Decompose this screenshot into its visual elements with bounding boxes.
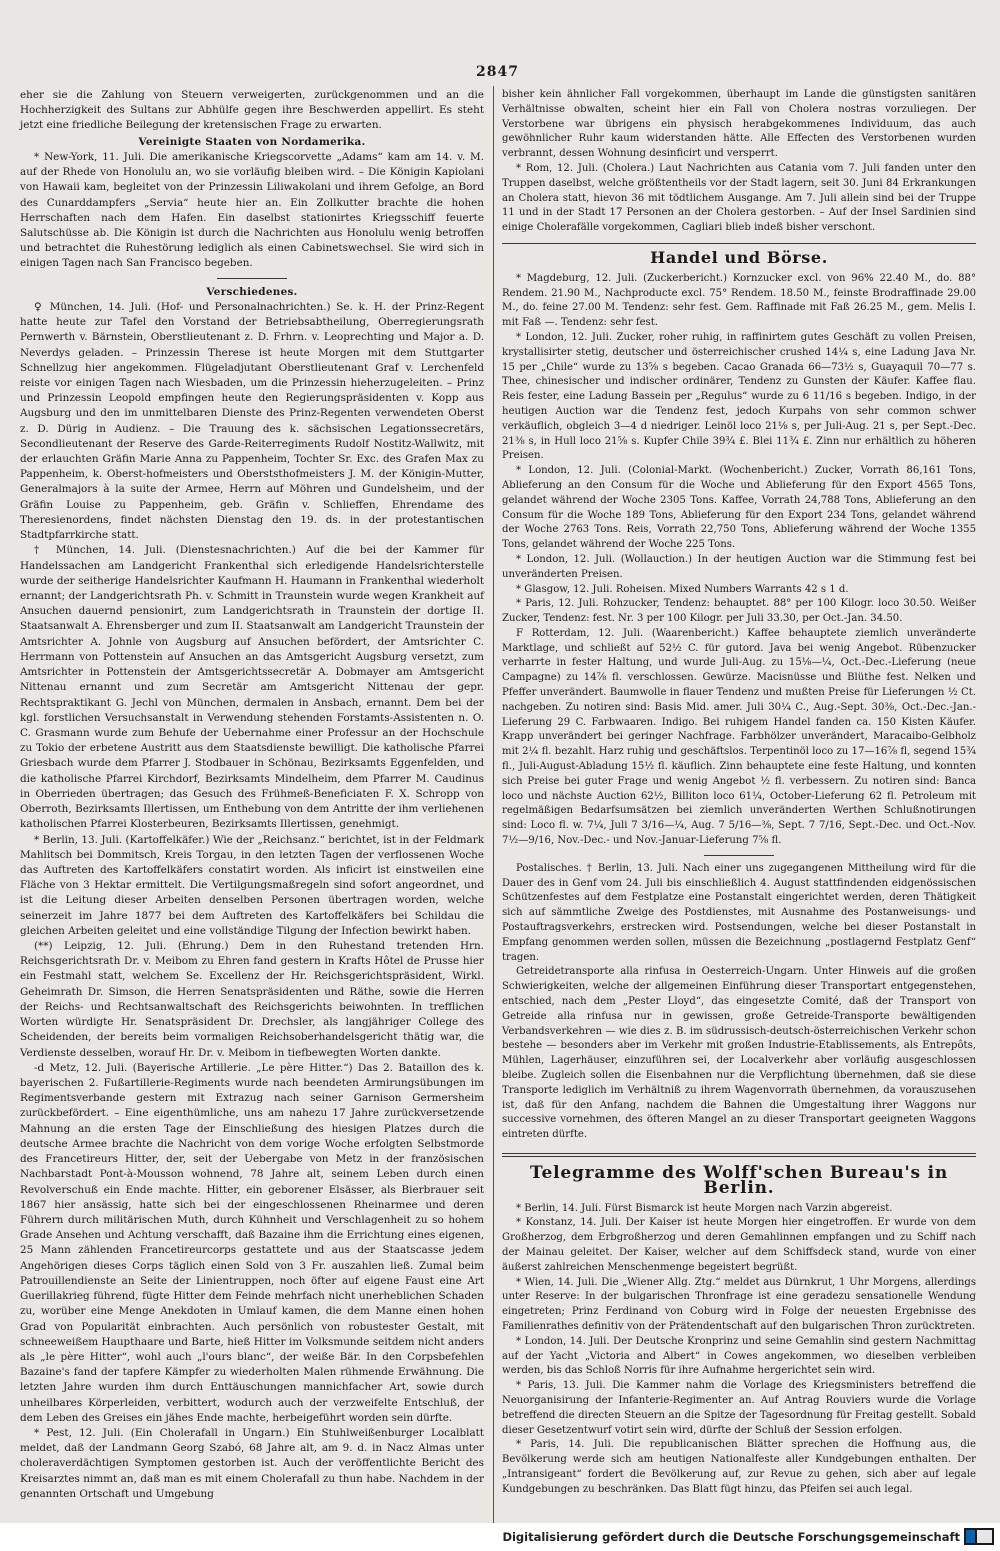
article-metz: -d Metz, 12. Juli. (Bayerische Artillerie. „Le père Hitter.“) Das 2. Bataillon des k. bayerischen 2. Fußartillerie-Regiments wurde nach beendeten Armirungsübungen im Regimentsverbande gestern mit Extrazug nach seiner Garnison Germersheim zurückbefördert. – Eine eigenthümliche, uns am nahezu 17 Jahre zurückversetzende Mahnung an die ersten Tage der Einschließung des hiesigen Platzes durch die deutsche Armee brachte die Nachricht von dem vorige Woche erfolgten Selbstmorde des Francetireurs Hitter, der, seit der Uebergabe von Metz in der französischen Nachbarstadt Pont-à-Mousson wohnend, 78 Jahre alt, seinem Leben durch einen Revolverschuß ein Ende machte. Hitter, ein geborener Elsässer, als Bierbrauer seit 1867 hier ansässig, hatte sich bei der eingeschlossenen Rheinarmee und deren Führern durch militärischen Muth, durch Kühnheit und Verschlagenheit zu so hohem Grade Ansehen und Achtung verschafft, daß Bazaine ihm die Errichtung eines eigenen, 25 Mann zählenden Francetireurcorps gestattete und aus der Staatscasse jedem Angehörigen dieses Corps täglich einen Sold von 3 Fr. auszahlen ließ. Zumal beim Patrouillendienste an Seite der Linientruppen, noch öfter auf eigene Faust eine Art Guerillakrieg führend, fügte Hitter dem Feinde mehrfach nicht unerheblichen Schaden zu, worüber eine Menge Anekdoten in Umlauf kamen, die dem Manne einen hohen Grad von Popularität einbrachten. Auch persönlich von robustester Gestalt, mit schneeweißem Haupthaare und Barte, hieß Hitter im Volksmunde seitdem nicht anders als „le père Hitter“, wohl auch „l'ours blanc“, der weiße Bär. In den Corpsbefehlen Bazaine's fand der tapfere Kämpfer zu wiederholten Malen rühmende Erwähnung. Die letzten Jahre wurden ihm durch Enttäuschungen mannichfacher Art, sowie durch unheilbares Körperleiden, verbittert, wodurch auch der verzweifelte Entschluß, der dem Leben des Greises ein jähes Ende machte, herbeigeführt worden sein dürfte. [20,1061,484,1424]
divider [217,278,287,279]
telegram-london: * London, 14. Juli. Der Deutsche Kronprinz und seine Gemahlin sind gestern Nachmittag auf der Yacht „Victoria and Albert“ in Cowes angekommen, wo dieselben verbleiben werden, bis das Schloß Norris für ihre Aufnahme hergerichtet sein wird. [502,1335,976,1377]
article-text: eher sie die Zahlung von Steuern verweigerten, zurückgenommen und an die Hochherzigkeit des Sultans zur Abhülfe gegen ihre Beschwerden appellirt. Es steht jetzt eine friedliche Beilegung der kretensischen Frage zu erwarten. [20,89,484,132]
article-rotterdam: F Rotterdam, 12. Juli. (Waarenbericht.) Kaffee behauptete ziemlich unveränderte Marktlage, und schließt auf 52½ C. für gutord. Java bei wenig Angebot. Rübenzucker verharrte in fester Haltung, und wurde Juli-Aug. zu 15⅛—¼, Oct.-Dec.-Lieferung (neue Campagne) zu 14⅞ fl. verschlossen. Gewürze. Macisnüsse und Blüthe fest. Nelken und Pfeffer unverändert. Baumwolle in flauer Tendenz und mußten Preise für Lieferungen ½ Ct. nachgeben. Zu notiren sind: Basis Mid. amer. Juli 30¼ C., Aug.-Sept. 30⅜, Oct.-Dec.-Jan.-Lieferung 29 C. Farbwaaren. Indigo. Bei ruhigem Handel fanden ca. 150 Kisten Käufer. Krapp unverändert bei geringer Nachfrage. Farbhölzer unverändert, Maracaibo-Gelbholz mit 2¼ fl. bezahlt. Harz ruhig und geschäftslos. Terpentinöl loco zu 17—16⅞ fl, segend 15¾ fl., Juli-August-Abladung 15½ fl. käuflich. Zinn behauptete eine feste Haltung, und konnten sich Preise bei guter Frage und wenig Angebot ½ fl. verbessern. Zu notiren sind: Banca loco und nächste Auction 62½, Billiton loco 61¼, October-Lieferung 62 fl. Petroleum mit regelmäßigen Bedarfsumsätzen bei ziemlich unveränderten Werthen Schlußnotirungen sind: Loco fl. w. 7¼, Juli 7 3/16—¼, Aug. 7 5/16—⅜, Sept. 7 7/16, Sept.-Dec. und Oct.-Nov. 7½—9/16, Nov.-Dec.- und Nov.-Januar-Lieferung 7⅝ fl. [502,627,976,847]
article-glasgow: * Glasgow, 12. Juli. Roheisen. Mixed Numbers Warrants 42 s 1 d. [516,583,849,595]
article-rom: * Rom, 12. Juli. (Cholera.) Laut Nachrichten aus Catania vom 7. Juli fanden unter den Truppen daselbst, welche größtentheils vor der Stadt lagern, seit 30. Juni 84 Erkrankungen an Cholera statt, hievon 36 mit tödtlichem Ausgange. Am 7. Juli allein sind bei der Truppe 11 und in der Stadt 17 Personen an der Cholera gestorben. – Auf der Insel Sardinien sind einige Cholerafälle vorgekommen, Cagliari blieb indeß bisher verschont. [502,162,976,234]
section-heading-trade: Handel und Börse. [650,247,828,267]
article-magdeburg: * Magdeburg, 12. Juli. (Zuckerbericht.) Kornzucker excl. von 96% 22.40 M., do. 88° Rendem. 21.90 M., Nachproducte excl. 75° Rendem. 18.50 M., feinste Brodraffinade 29.00 M., do. feine 27.00 M. Tendenz: sehr fest. Gem. Raffinade mit Faß 26.25 M., gem. Melis I. mit Faß —. Tendenz: sehr fest. [502,272,976,329]
section-heading: Verschiedenes. [206,285,298,298]
telegram-berlin: * Berlin, 14. Juli. Fürst Bismarck ist heute Morgen nach Varzin abgereist. [516,1202,893,1214]
article-london-3: * London, 12. Juli. (Wollauction.) In der heutigen Auction war die Stimmung fest bei unveränderten Preisen. [502,553,976,580]
telegram-konstanz: * Konstanz, 14. Juli. Der Kaiser ist heute Morgen hier eingetroffen. Er wurde von dem Großherzog, dem Erbgroßherzog und deren Gemahlinnen empfangen und zu Schiff nach der Mainau geleitet. Der Kaiser, welcher auf dem Schiffsdeck stand, wurde von einer äußerst zahlreichen Menschenmenge begeistert begrüßt. [502,1217,976,1273]
right-column [502,88,976,1498]
article-berlin: * Berlin, 13. Juli. (Kartoffelkäfer.) Wie der „Reichsanz.“ berichtet, ist in der Feldmark Mahlitsch bei Dommitsch, Kreis Torgau, in den letzten Tagen der verflossenen Woche das Auftreten des Kartoffelkäfers constatirt worden. Als inficirt ist einstweilen eine Fläche von 3 Hektar ermittelt. Die Vertilgungsmaßregeln sind sofort angeordnet, und ist die Leitung dieser Arbeiten denselben Personen übertragen worden, welche seinerzeit im Jahre 1877 bei dem Auftreten des Kartoffelkäfers bei Schildau die gleichen Arbeiten geleitet und eine vollständige Tilgung der Infection bewirkt haben. [20,833,484,937]
article-postal: Postalisches. † Berlin, 13. Juli. Nach einer uns zugegangenen Mittheilung wird für die Dauer des in Genf vom 24. Juli bis einschließlich 4. August stattfindenden eidgenössischen Schützenfestes auf dem Festplatze eine Postanstalt eingerichtet werden, deren Thätigkeit sich auf sämmtliche Zweige des Postdienstes, mit Ausnahme des Postanweisungs- und Postauftragsverkehrs, erstrecken wird. Postsendungen, welche bei dieser Postanstalt in Empfang genommen werden sollen, müssen die Bezeichnung „postlagernd Festplatz Genf“ tragen. [502,862,976,963]
telegram-paris-2: * Paris, 14. Juli. Die republicanischen Blätter sprechen die Hoffnung aus, die Bevölkerung werde sich am heutigen Nationalfeste aller Kundgebungen enthalten. Der „Intransigeant“ fordert die Bevölkerung auf, zur Revue zu gehen, sich aber auf legale Kundgebungen zu beschränken. Das Blatt fügt hinzu, das Pfeifen sei auch legal. [502,1439,976,1495]
article-pest: * Pest, 12. Juli. (Ein Cholerafall in Ungarn.) Ein Stuhlweißenburger Localblatt meldet, daß der Landmann Georg Szabó, 68 Jahre alt, am 9. d. in Nacz Almas unter choleraverdächtigen Symptomen gestorben ist. Auch der veröffentlichte Bericht des Kreisarztes nimmt an, daß man es mit einem Cholerafall zu thun habe. Nachdem in der genannten Ortschaft und Umgebung [20,1427,484,1500]
article-muenchen-2: † München, 14. Juli. (Dienstesnachrichten.) Auf die bei der Kammer für Handelssachen am Landgericht Frankenthal sich erledigende Handelsrichterstelle wurde der seitherige Handelsrichter Kaufmann H. Haumann in Frankenthal wiederholt ernannt; der Landgerichtsrath Ph. v. Schmitt in Traunstein wurde wegen Krankheit auf Ansuchen dauernd pensionirt, zum Landgerichtsrath in Traunstein der dortige II. Staatsanwalt A. Ehrensberger und zum II. Staatsanwalt am Landgericht Traunstein der Amtsrichter A. Johnle von Augsburg auf Ansuchen befördert, der Amtsrichter C. Herrmann von Pottenstein auf Ansuchen an das Amtsgericht Augsburg versetzt, zum Amtsrichter in Pottenstein der Amtsgerichtssecretär A. Dobmayer am Amtsgericht Nittenau ernannt und zum Secretär am Amtsgericht Nittenau der gepr. Rechtspraktikant G. Jechl von München, dermalen in Ansbach, ernannt. Dem bei der kgl. forstlichen Versuchsanstalt in Verwendung stehenden Forstamts-Assistenten n. O. C. Grasmann wurde zum Behufe der Uebernahme einer Professur an der Hochschule zu Tokio der erbetene Austritt aus dem Staatsdienste bewilligt. Die katholische Pfarrei Griesbach wurde dem Pfarrer J. Stodbauer in Schönau, Bezirksamts Eggenfelden, und die katholische Pfarrei Kirchdorf, Bezirksamts Mindelheim, dem Pfarrer M. Caudinus in Oberrieden übertragen; das Gesuch des Frühmeß-Beneficiaten F. X. Schropp von Oberroth, Bezirksamts Illertissen, um Enthebung von dem Antritte der ihm verliehenen katholischen Pfarrei Klosterbeuren, Bezirksamts Illertissen, genehmigt. [20,544,484,831]
article-muenchen-1: ♀ München, 14. Juli. (Hof- und Personalnachrichten.) Se. k. H. der Prinz-Regent hatte heute zur Tafel den Vorstand der Betriebsabtheilung, Oberregierungsrath Pernwerth v. Bärnstein, Oberstlieutenant z. D. Frhrn. v. Leoprechting und Major a. D. Neverdys geladen. – Prinzessin Therese ist heute Morgen mit dem Stuttgarter Schnellzug hier angekommen. Flügeladjutant Oberstlieutenant Graf v. Lerchenfeld reiste vor einigen Tagen nach Wiesbaden, um die Prinzessin hieherzugeleiten. – Prinz und Prinzessin Leopold empfingen heute den Regierungspräsidenten v. Kopp aus Augsburg und den im unmittelbaren Dienste des Prinz-Regenten verwendeten Oberst z. D. Dürig in Audienz. – Die Trauung des k. sächsischen Legationssecretärs, Secondlieutenant der Reserve des Garde-Reiterregiments Rudolf Nostitz-Wallwitz, mit der erlauchten Gräfin Marie Anna zu Pappenheim, Tochter Sr. Exc. des Grafen Max zu Pappenheim, k. Oberst-hofmeisters und Oberststhofmeisters J. M. der Königin-Mutter, Generalmajors à la suite der Armee, Herrn auf Möhren und Gundelsheim, und der Gräfin Louise zu Pappenheim, geb. Gräfin v. Schlieffen, Ehrendame des Theresienordens, findet nächsten Dienstag den 19. ds. in der protestantischen Stadtpfarrkirche statt. [20,300,484,542]
footer-credit: Digitalisierung gefördert durch die Deutsche Forschungsgemeinschaft [502,1530,960,1544]
footer-bar [0,1523,1000,1551]
column-divider [493,86,494,1526]
telegram-paris-1: * Paris, 13. Juli. Die Kammer nahm die Vorlage des Kriegsministers betreffend die Neuorganisirung der Infanterie-Regimenter an. Auf Antrag Rouviers wurde die Vorlage betreffend die directen Steuern an die Spitze der Tagesordnung für Freitag gestellt. Sobald dieser Gesetzentwurf votirt sein wird, dürfte der Schluß der Session erfolgen. [502,1380,976,1436]
article-leipzig: (**) Leipzig, 12. Juli. (Ehrung.) Dem in den Ruhestand tretenden Hrn. Reichsgerichtsrath Dr. v. Meibom zu Ehren fand gestern in Krafts Hôtel de Prusse hier ein Festmahl statt, welchem Se. Excellenz der Hr. Reichsgerichtspräsident, Wirkl. Geheimrath Dr. Simson, die Herren Senatspräsidenten und Räthe, sowie die Herren der Reichs- und Rechtsanwaltschaft des Reichsgerichts beiwohnten. In trefflichen Worten würdigte Hr. Senatspräsident Dr. Drechsler, als langjähriger College des Scheidenden, der bereits beim vormaligen Reichsoberhandelsgericht thätig war, die Verdienste desselben, worauf Hr. Dr. v. Meibom in tiefbewegten Worten dankte. [20,940,484,1059]
section-heading-telegrams: Telegramme des Wolff'schen Bureau's in Berlin. [529,1162,949,1198]
article-new-york: * New-York, 11. Juli. Die amerikanische Kriegscorvette „Adams“ kam am 14. v. M. auf der Rhede von Honolulu an, wo sie vorläufig bleiben wird. – Die Königin Kapiolani von Hawaii kam, begleitet von der Prinzessin Liliwakolani und ihrem Gefolge, an Bord des Cunarddampfers „Servia“ heute hier an. Ein Zollkutter brachte die hohen Herrschaften nach dem Hafen. Ein daselbst stationirtes Kriegsschiff feuerte Salutschüsse ab. Die Königin ist durch die Nachrichten aus Honolulu wenig betroffen und betrachtet die Ruhestörung lediglich als einen Cabinetswechsel. Sie wird sich in einigen Tagen nach San Francisco begeben. [20,150,484,270]
article-getreide: Getreidetransporte alla rinfusa in Oesterreich-Ungarn. Unter Hinweis auf die großen Schwierigkeiten, welche der allgemeinen Einführung dieser Transportart entgegenstehen, entschied, nach dem „Pester Lloyd“, das eingesetzte Comité, daß der Transport von Getreide alla rinfusa nur in gewissen, große Getreide-Transporte bewältigenden Verbandsverkehren — wie dies z. B. im südrussisch-deutsch-österreichischen Verkehr schon bestehe — besonders aber im Verkehr mit großen Industrie-Etablissements, als Entrepôts, Mühlen, Lagerhäuser, einzuführen sei, der Localverkehr aber vorläufig ausgeschlossen bleibe. Zugleich sollen die Eisenbahnen nur die Verpflichtung übernehmen, daß sie diese Transporte lediglich im Verhältniß zu ihrem Wagenvorrath übernehmen, da vorauszusehen ist, daß für den Anfang, nachdem die Bahnen die Umgestaltung ihrer Waggons nur successive vornehmen, des öfteren Mangel an zu dieser Transportart geeigneten Waggons eintreten dürfte. [502,966,976,1141]
subheading: Vereinigte Staaten von Nordamerika. [138,135,366,148]
article-london-1: * London, 12. Juli. Zucker, roher ruhig, in raffinirtem gutes Geschäft zu vollen Preisen, krystallisirter stetig, deutscher und österreichischer crushed 14¼ s, eine Ladung Java Nr. 15 per „Chile“ wurde zu 13⅝ s begeben. Cacao Granada 66—73½ s, Guayaquil 70—77 s. Thee, chinesischer und indischer ordinärer, Tendenz zu Gunsten der Käufer. Kaffee flau. Reis fester, eine Ladung Bassein per „Regulus“ wurde zu 6 11/16 s begeben. Indigo, in der heutigen Auction war die Tendenz fest, jedoch Kurpahs von sehr common schwer verkäuflich, obgleich 3—4 d niedriger. Leinöl loco 21⅛ s, per Juli-Aug. 21 s, per Sept.-Dec. 21⅜ s, in Hull loco 21⅝ s. Kupfer Chile 39¾ £. Blei 11¾ £. Zinn nur erhältlich zu höheren Preisen. [502,331,976,462]
divider [704,855,774,856]
article-london-2: * London, 12. Juli. (Colonial-Markt. (Wochenbericht.) Zucker, Vorrath 86,161 Tons, Ablieferung an den Consum für die Woche und Ablieferung für den Export 4565 Tons, gelandet während der Woche 2305 Tons. Kaffee, Vorrath 24,788 Tons, Ablieferung an den Consum für die Woche 189 Tons, Ablieferung für den Export 234 Tons, gelandet während der Woche 2763 Tons. Reis, Vorrath 22,750 Tons, Ablieferung während der Woche 1355 Tons, gelandet während der Woche 225 Tons. [502,465,976,551]
article-pest-continued: bisher kein ähnlicher Fall vorgekommen, überhaupt im Lande die günstigsten sanitären Verhältnisse obwalten, scheint hier ein Fall von Cholera nostras vorzuliegen. Der Verstorbene war übrigens ein physisch herabgekommenes Individuum, das auch gewöhnlicher Ruhr kaum widerstanden hätte. Alle Effecten des Verstorbenen wurden verbrannt, dessen Wohnung desinficirt und versperrt. [502,89,976,160]
left-column [20,88,484,1502]
divider [502,1153,976,1157]
page-number: 2847 [476,64,519,80]
telegram-wien: * Wien, 14. Juli. Die „Wiener Allg. Ztg.“ meldet aus Dürnkrut, 1 Uhr Morgens, allerdings unter Reserve: In der bulgarischen Thronfrage ist eine geradezu sensationelle Wendung eingetreten; Prinz Ferdinand von Coburg wird in Folge der neuesten Ergebnisse des Familienrathes definitiv von der Prätendentschaft auf den bulgarischen Thron zurücktreten. [502,1276,976,1332]
article-paris-1: * Paris, 12. Juli. Rohzucker, Tendenz: behauptet. 88° per 100 Kilogr. loco 30.50. Weißer Zucker, Tendenz: fest. Nr. 3 per 100 Kilogr. per Juli 33.30, per Oct.-Jan. 34.50. [502,598,976,625]
divider [502,243,976,244]
dfg-logo-icon [964,1528,994,1545]
